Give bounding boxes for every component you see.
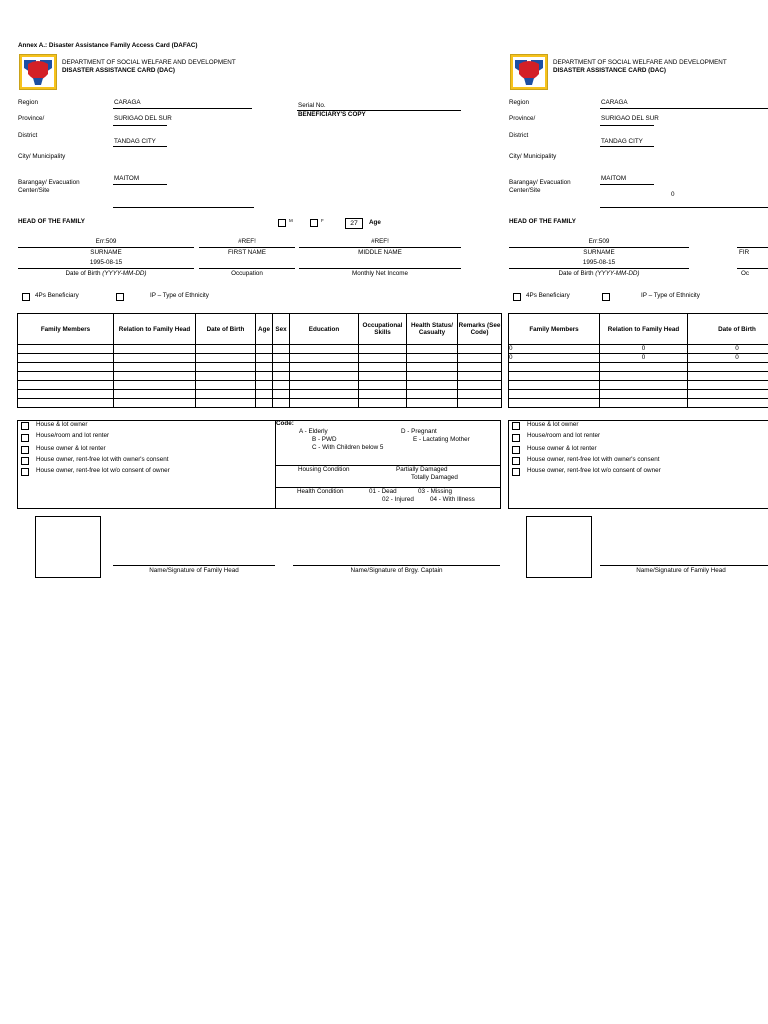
housing-option-checkbox[interactable] bbox=[512, 468, 520, 476]
age-label: Age bbox=[369, 219, 381, 226]
card-title: DISASTER ASSISTANCE CARD (DAC) bbox=[62, 67, 175, 74]
housing-option-checkbox[interactable] bbox=[512, 446, 520, 454]
region-label: Region bbox=[18, 99, 38, 106]
surname-value: Err:509 bbox=[588, 238, 610, 245]
first-name-partial: FIR bbox=[739, 249, 750, 256]
province-label: Province/ bbox=[18, 115, 45, 122]
code-b: B - PWD bbox=[312, 436, 337, 443]
barangay-label: Barangay/ Evacuation bbox=[18, 179, 80, 186]
age-value: 27 bbox=[345, 218, 363, 229]
head-of-family-label: HEAD OF THE FAMILY bbox=[18, 218, 85, 225]
male-label: M bbox=[289, 218, 293, 223]
barangay-label: Barangay/ Evacuation bbox=[509, 179, 571, 186]
col-age: Age bbox=[256, 314, 273, 345]
fourps-checkbox[interactable] bbox=[22, 293, 30, 301]
ip-checkbox[interactable] bbox=[602, 293, 610, 301]
province-value: SURIGAO DEL SUR bbox=[601, 115, 659, 122]
health-code-03: 03 - Missing bbox=[418, 488, 452, 495]
table-header-row bbox=[509, 314, 768, 345]
site-zero-value: 0 bbox=[671, 191, 675, 198]
middle-name-value: #REF! bbox=[371, 238, 389, 245]
housing-option-checkbox[interactable] bbox=[512, 422, 520, 430]
housing-option-label: House owner & lot renter bbox=[36, 445, 106, 452]
col-occupational-skills: Occupational Skills bbox=[359, 314, 407, 345]
dob-value: 1995-08-15 bbox=[89, 259, 123, 266]
district-value: TANDAG CITY bbox=[601, 138, 643, 145]
barangay-value: MAITOM bbox=[114, 175, 140, 182]
code-d: D - Pregnant bbox=[401, 428, 437, 435]
table-row[interactable] bbox=[18, 390, 502, 399]
head-of-family-label: HEAD OF THE FAMILY bbox=[509, 218, 576, 225]
dswd-logo-icon bbox=[510, 54, 548, 90]
photo-box bbox=[526, 516, 592, 578]
housing-condition-label: Housing Condition bbox=[298, 466, 350, 473]
col-remarks: Remarks (See Code) bbox=[458, 314, 502, 345]
beneficiary-copy-label: BENEFICIARY'S COPY bbox=[298, 111, 366, 118]
occupation-label: Occupation bbox=[231, 270, 263, 277]
code-e: E - Lactating Mother bbox=[413, 436, 470, 443]
family-members-table bbox=[508, 313, 768, 408]
code-c: C - With Children below 5 bbox=[312, 444, 384, 451]
agency-name: DEPARTMENT OF SOCIAL WELFARE AND DEVELOPMENT bbox=[62, 59, 236, 66]
agency-name: DEPARTMENT OF SOCIAL WELFARE AND DEVELOPMENT bbox=[553, 59, 727, 66]
district-label: District bbox=[18, 132, 38, 139]
totally-damaged: Totally Damaged bbox=[411, 474, 458, 481]
table-row[interactable] bbox=[509, 354, 768, 363]
dac-card-left bbox=[0, 0, 501, 600]
center-site-label: Center/Site bbox=[18, 187, 50, 194]
surname-value: Err:509 bbox=[95, 238, 117, 245]
surname-label: SURNAME bbox=[90, 249, 122, 256]
ip-checkbox[interactable] bbox=[116, 293, 124, 301]
first-name-label: FIRST NAME bbox=[227, 249, 267, 256]
surname-label: SURNAME bbox=[583, 249, 615, 256]
dac-card-right bbox=[491, 0, 768, 600]
male-checkbox[interactable] bbox=[278, 219, 286, 227]
center-site-label: Center/Site bbox=[509, 187, 541, 194]
col-family-members: Family Members bbox=[509, 314, 600, 345]
first-name-value: #REF! bbox=[238, 238, 256, 245]
fourps-checkbox[interactable] bbox=[513, 293, 521, 301]
housing-option-checkbox[interactable] bbox=[21, 422, 29, 430]
middle-name-label: MIDDLE NAME bbox=[358, 249, 402, 256]
table-row[interactable] bbox=[18, 345, 502, 354]
housing-option-label: House/room and lot renter bbox=[36, 432, 110, 439]
serial-label: Serial No. bbox=[298, 102, 326, 109]
annex-title: Annex A.: Disaster Assistance Family Access Card (DAFAC) bbox=[18, 42, 198, 49]
housing-option-checkbox[interactable] bbox=[21, 468, 29, 476]
col-relation: Relation to Family Head bbox=[600, 314, 688, 345]
ip-label: IP – Type of Ethnicity bbox=[150, 292, 209, 299]
brgy-captain-signature-label: Name/Signature of Brgy. Captain bbox=[350, 567, 443, 574]
province-label: Province/ bbox=[509, 115, 536, 122]
housing-option-checkbox[interactable] bbox=[21, 446, 29, 454]
col-sex: Sex bbox=[273, 314, 290, 345]
table-row[interactable] bbox=[509, 345, 768, 354]
housing-option-label: House owner, rent-free lot w/o consent of owner bbox=[527, 467, 661, 474]
card-title: DISASTER ASSISTANCE CARD (DAC) bbox=[553, 67, 666, 74]
col-education: Education bbox=[290, 314, 359, 345]
family-members-table bbox=[17, 313, 502, 408]
dob-label: Date of Birth (YYYY-MM-DD) bbox=[65, 270, 147, 277]
col-health-status: Health Status/ Casualty bbox=[407, 314, 458, 345]
table-cell: 0 bbox=[600, 354, 688, 363]
fourps-label: 4Ps Beneficiary bbox=[526, 292, 570, 299]
family-head-signature-label: Name/Signature of Family Head bbox=[149, 567, 239, 574]
health-code-02: 02 - Injured bbox=[382, 496, 414, 503]
district-label: District bbox=[509, 132, 529, 139]
health-condition-label: Health Condition bbox=[297, 488, 344, 495]
table-row[interactable] bbox=[509, 381, 768, 390]
health-code-01: 01 - Dead bbox=[369, 488, 397, 495]
fourps-label: 4Ps Beneficiary bbox=[35, 292, 79, 299]
housing-option-checkbox[interactable] bbox=[21, 457, 29, 465]
table-row[interactable] bbox=[18, 372, 502, 381]
table-row[interactable] bbox=[18, 354, 502, 363]
table-row[interactable] bbox=[18, 399, 502, 408]
table-cell: 0 bbox=[600, 345, 688, 354]
code-a: A - Elderly bbox=[299, 428, 328, 435]
city-label: City/ Municipality bbox=[509, 153, 557, 160]
province-value: SURIGAO DEL SUR bbox=[114, 115, 172, 122]
region-label: Region bbox=[509, 99, 529, 106]
income-label: Monthly Net Income bbox=[352, 270, 408, 277]
col-dob: Date of Birth bbox=[196, 314, 256, 345]
region-value: CARAGA bbox=[114, 99, 141, 106]
table-row[interactable] bbox=[18, 363, 502, 372]
housing-option-label: House owner & lot renter bbox=[527, 445, 597, 452]
housing-option-label: House & lot owner bbox=[36, 421, 88, 428]
housing-option-checkbox[interactable] bbox=[21, 434, 29, 442]
table-cell: 0 bbox=[509, 354, 600, 363]
col-relation: Relation to Family Head bbox=[114, 314, 196, 345]
barangay-value: MAITOM bbox=[601, 175, 627, 182]
housing-option-label: House owner, rent-free lot with owner's consent bbox=[527, 456, 660, 463]
city-label: City/ Municipality bbox=[18, 153, 66, 160]
photo-box bbox=[35, 516, 101, 578]
table-cell: 0 bbox=[509, 345, 600, 354]
dob-label: Date of Birth (YYYY-MM-DD) bbox=[558, 270, 640, 277]
table-cell: 0 bbox=[688, 354, 768, 363]
family-head-signature-label: Name/Signature of Family Head bbox=[636, 567, 726, 574]
table-row[interactable] bbox=[509, 390, 768, 399]
table-cell: 0 bbox=[688, 345, 768, 354]
housing-option-label: House owner, rent-free lot w/o consent of owner bbox=[36, 467, 170, 474]
col-dob: Date of Birth bbox=[688, 314, 768, 345]
dswd-logo-icon bbox=[19, 54, 57, 90]
region-value: CARAGA bbox=[601, 99, 628, 106]
occupation-partial: Oc bbox=[741, 270, 750, 277]
code-label: Code: bbox=[276, 420, 294, 427]
female-label: F bbox=[321, 218, 324, 223]
table-row[interactable] bbox=[509, 399, 768, 408]
table-row[interactable] bbox=[509, 372, 768, 381]
dob-value: 1995-08-15 bbox=[582, 259, 616, 266]
housing-option-label: House owner, rent-free lot with owner's consent bbox=[36, 456, 169, 463]
district-value: TANDAG CITY bbox=[114, 138, 156, 145]
table-header-row bbox=[18, 314, 502, 345]
housing-option-checkbox[interactable] bbox=[512, 457, 520, 465]
health-code-04: 04 - With Illness bbox=[430, 496, 475, 503]
female-checkbox[interactable] bbox=[310, 219, 318, 227]
housing-option-label: House/room and lot renter bbox=[527, 432, 601, 439]
col-family-members: Family Members bbox=[18, 314, 114, 345]
table-row[interactable] bbox=[18, 381, 502, 390]
ip-label: IP – Type of Ethnicity bbox=[641, 292, 700, 299]
housing-option-label: House & lot owner bbox=[527, 421, 579, 428]
housing-option-checkbox[interactable] bbox=[512, 434, 520, 442]
table-row[interactable] bbox=[509, 363, 768, 372]
partially-damaged: Partially Damaged bbox=[396, 466, 448, 473]
